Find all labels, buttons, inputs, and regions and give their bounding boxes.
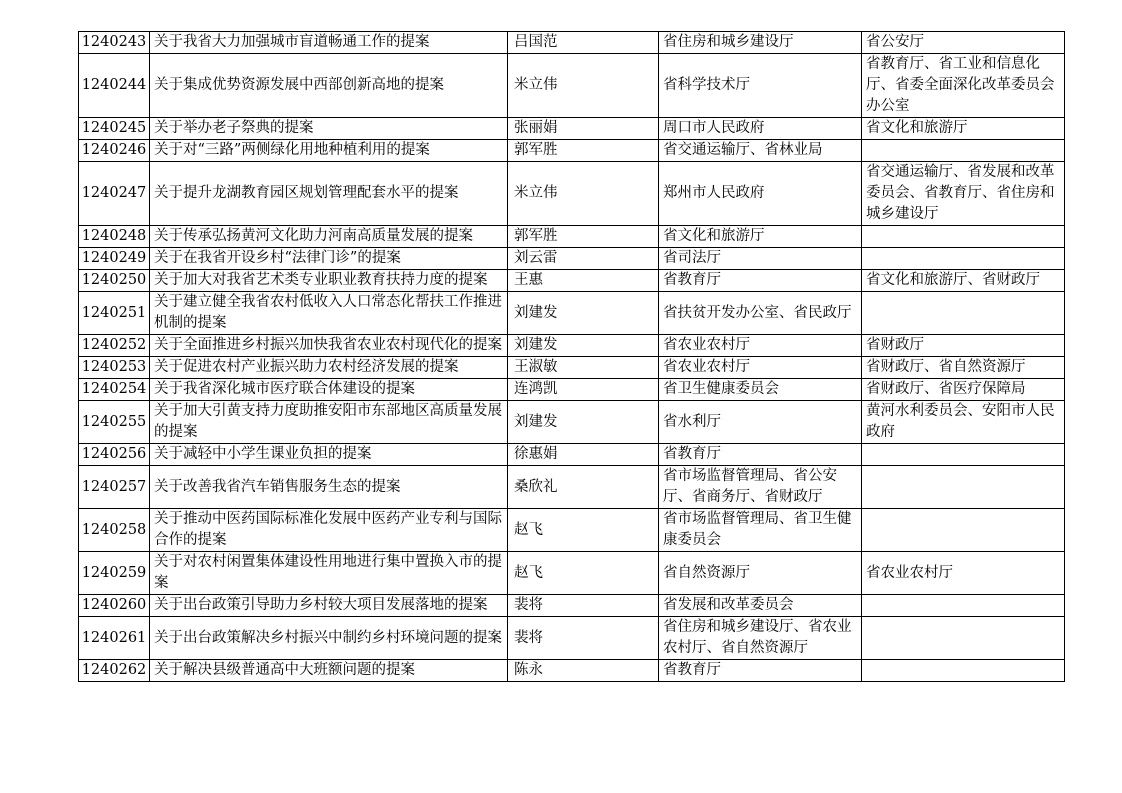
- table-row: [79, 140, 1065, 162]
- co-departments: 省交通运输厅、省发展和改革委员会、省教育厅、省住房和城乡建设厅: [862, 162, 1065, 226]
- proposal-title: 关于减轻中小学生课业负担的提案: [150, 444, 508, 466]
- proposal-title: 关于对农村闲置集体建设性用地进行集中置换入市的提案: [150, 552, 508, 595]
- proposal-title: 关于出台政策解决乡村振兴中制约乡村环境问题的提案: [150, 617, 508, 660]
- table-row: [79, 32, 1065, 54]
- co-departments: [862, 595, 1065, 617]
- proposal-title: 关于我省大力加强城市盲道畅通工作的提案: [150, 32, 508, 54]
- co-departments: 省农业农村厅: [862, 552, 1065, 595]
- proposal-table: [78, 31, 1065, 682]
- proposal-id: 1240262: [79, 660, 150, 682]
- proposer-name: 郭军胜: [508, 140, 659, 162]
- proposal-title: 关于建立健全我省农村低收入人口常态化帮扶工作推进机制的提案: [150, 292, 508, 335]
- lead-department: 省交通运输厅、省林业局: [659, 140, 862, 162]
- proposal-title: 关于传承弘扬黄河文化助力河南高质量发展的提案: [150, 226, 508, 248]
- proposal-title: 关于在我省开设乡村“法律门诊”的提案: [150, 248, 508, 270]
- co-departments: 省公安厅: [862, 32, 1065, 54]
- proposal-title: 关于加大引黄支持力度助推安阳市东部地区高质量发展的提案: [150, 401, 508, 444]
- proposal-id: 1240243: [79, 32, 150, 54]
- co-departments: [862, 226, 1065, 248]
- proposer-name: 刘建发: [508, 401, 659, 444]
- table-row: [79, 444, 1065, 466]
- proposer-name: 徐惠娟: [508, 444, 659, 466]
- co-departments: [862, 444, 1065, 466]
- proposal-id: 1240249: [79, 248, 150, 270]
- proposal-id: 1240260: [79, 595, 150, 617]
- proposal-id: 1240261: [79, 617, 150, 660]
- lead-department: 郑州市人民政府: [659, 162, 862, 226]
- proposer-name: 吕国范: [508, 32, 659, 54]
- proposal-id: 1240258: [79, 509, 150, 552]
- proposal-title: 关于提升龙湖教育园区规划管理配套水平的提案: [150, 162, 508, 226]
- co-departments: 黄河水利委员会、安阳市人民政府: [862, 401, 1065, 444]
- proposal-title: 关于全面推进乡村振兴加快我省农业农村现代化的提案: [150, 335, 508, 357]
- proposal-id: 1240253: [79, 357, 150, 379]
- lead-department: 省文化和旅游厅: [659, 226, 862, 248]
- co-departments: [862, 466, 1065, 509]
- proposer-name: 赵飞: [508, 509, 659, 552]
- lead-department: 周口市人民政府: [659, 118, 862, 140]
- proposal-title: 关于举办老子祭典的提案: [150, 118, 508, 140]
- lead-department: 省教育厅: [659, 660, 862, 682]
- proposal-id: 1240244: [79, 54, 150, 118]
- co-departments: [862, 248, 1065, 270]
- proposer-name: 郭军胜: [508, 226, 659, 248]
- lead-department: 省教育厅: [659, 270, 862, 292]
- table-row: [79, 552, 1065, 595]
- lead-department: 省扶贫开发办公室、省民政厅: [659, 292, 862, 335]
- proposal-id: 1240259: [79, 552, 150, 595]
- table-row: [79, 401, 1065, 444]
- proposer-name: 张丽娟: [508, 118, 659, 140]
- proposal-table-body: [79, 32, 1065, 682]
- co-departments: 省文化和旅游厅、省财政厅: [862, 270, 1065, 292]
- table-row: [79, 466, 1065, 509]
- proposal-title: 关于促进农村产业振兴助力农村经济发展的提案: [150, 357, 508, 379]
- proposer-name: 王惠: [508, 270, 659, 292]
- proposer-name: 裴将: [508, 617, 659, 660]
- co-departments: 省财政厅: [862, 335, 1065, 357]
- co-departments: [862, 617, 1065, 660]
- lead-department: 省卫生健康委员会: [659, 379, 862, 401]
- proposer-name: 刘建发: [508, 335, 659, 357]
- table-row: [79, 118, 1065, 140]
- proposal-id: 1240257: [79, 466, 150, 509]
- table-row: [79, 595, 1065, 617]
- co-departments: 省文化和旅游厅: [862, 118, 1065, 140]
- co-departments: [862, 509, 1065, 552]
- proposal-id: 1240252: [79, 335, 150, 357]
- table-row: [79, 226, 1065, 248]
- proposer-name: 米立伟: [508, 162, 659, 226]
- proposal-id: 1240255: [79, 401, 150, 444]
- lead-department: 省水利厅: [659, 401, 862, 444]
- table-row: [79, 248, 1065, 270]
- table-row: [79, 335, 1065, 357]
- proposal-id: 1240247: [79, 162, 150, 226]
- table-row: [79, 509, 1065, 552]
- lead-department: 省发展和改革委员会: [659, 595, 862, 617]
- proposal-title: 关于出台政策引导助力乡村较大项目发展落地的提案: [150, 595, 508, 617]
- proposal-id: 1240251: [79, 292, 150, 335]
- co-departments: [862, 292, 1065, 335]
- lead-department: 省住房和城乡建设厅、省农业农村厅、省自然资源厅: [659, 617, 862, 660]
- proposal-title: 关于加大对我省艺术类专业职业教育扶持力度的提案: [150, 270, 508, 292]
- lead-department: 省农业农村厅: [659, 335, 862, 357]
- lead-department: 省市场监督管理局、省卫生健康委员会: [659, 509, 862, 552]
- co-departments: 省财政厅、省自然资源厅: [862, 357, 1065, 379]
- table-row: [79, 660, 1065, 682]
- proposer-name: 赵飞: [508, 552, 659, 595]
- lead-department: 省科学技术厅: [659, 54, 862, 118]
- proposal-table-page: [78, 31, 1064, 682]
- co-departments: 省财政厅、省医疗保障局: [862, 379, 1065, 401]
- proposer-name: 米立伟: [508, 54, 659, 118]
- table-row: [79, 292, 1065, 335]
- proposal-id: 1240250: [79, 270, 150, 292]
- lead-department: 省司法厅: [659, 248, 862, 270]
- proposer-name: 刘建发: [508, 292, 659, 335]
- table-row: [79, 357, 1065, 379]
- proposer-name: 连鸿凯: [508, 379, 659, 401]
- table-row: [79, 162, 1065, 226]
- proposal-title: 关于对“三路”两侧绿化用地种植利用的提案: [150, 140, 508, 162]
- proposal-id: 1240248: [79, 226, 150, 248]
- proposal-title: 关于改善我省汽车销售服务生态的提案: [150, 466, 508, 509]
- proposer-name: 王淑敏: [508, 357, 659, 379]
- proposer-name: 刘云雷: [508, 248, 659, 270]
- proposal-id: 1240246: [79, 140, 150, 162]
- lead-department: 省农业农村厅: [659, 357, 862, 379]
- proposal-id: 1240245: [79, 118, 150, 140]
- proposal-id: 1240256: [79, 444, 150, 466]
- co-departments: [862, 140, 1065, 162]
- proposal-title: 关于我省深化城市医疗联合体建设的提案: [150, 379, 508, 401]
- table-row: [79, 54, 1065, 118]
- table-row: [79, 617, 1065, 660]
- proposer-name: 桑欣礼: [508, 466, 659, 509]
- proposal-title: 关于解决县级普通高中大班额问题的提案: [150, 660, 508, 682]
- co-departments: [862, 660, 1065, 682]
- table-row: [79, 379, 1065, 401]
- co-departments: 省教育厅、省工业和信息化厅、省委全面深化改革委员会办公室: [862, 54, 1065, 118]
- lead-department: 省住房和城乡建设厅: [659, 32, 862, 54]
- lead-department: 省市场监督管理局、省公安厅、省商务厅、省财政厅: [659, 466, 862, 509]
- proposer-name: 陈永: [508, 660, 659, 682]
- proposal-id: 1240254: [79, 379, 150, 401]
- table-row: [79, 270, 1065, 292]
- proposal-title: 关于集成优势资源发展中西部创新高地的提案: [150, 54, 508, 118]
- lead-department: 省自然资源厅: [659, 552, 862, 595]
- lead-department: 省教育厅: [659, 444, 862, 466]
- proposal-title: 关于推动中医药国际标准化发展中医药产业专利与国际合作的提案: [150, 509, 508, 552]
- proposer-name: 裴将: [508, 595, 659, 617]
